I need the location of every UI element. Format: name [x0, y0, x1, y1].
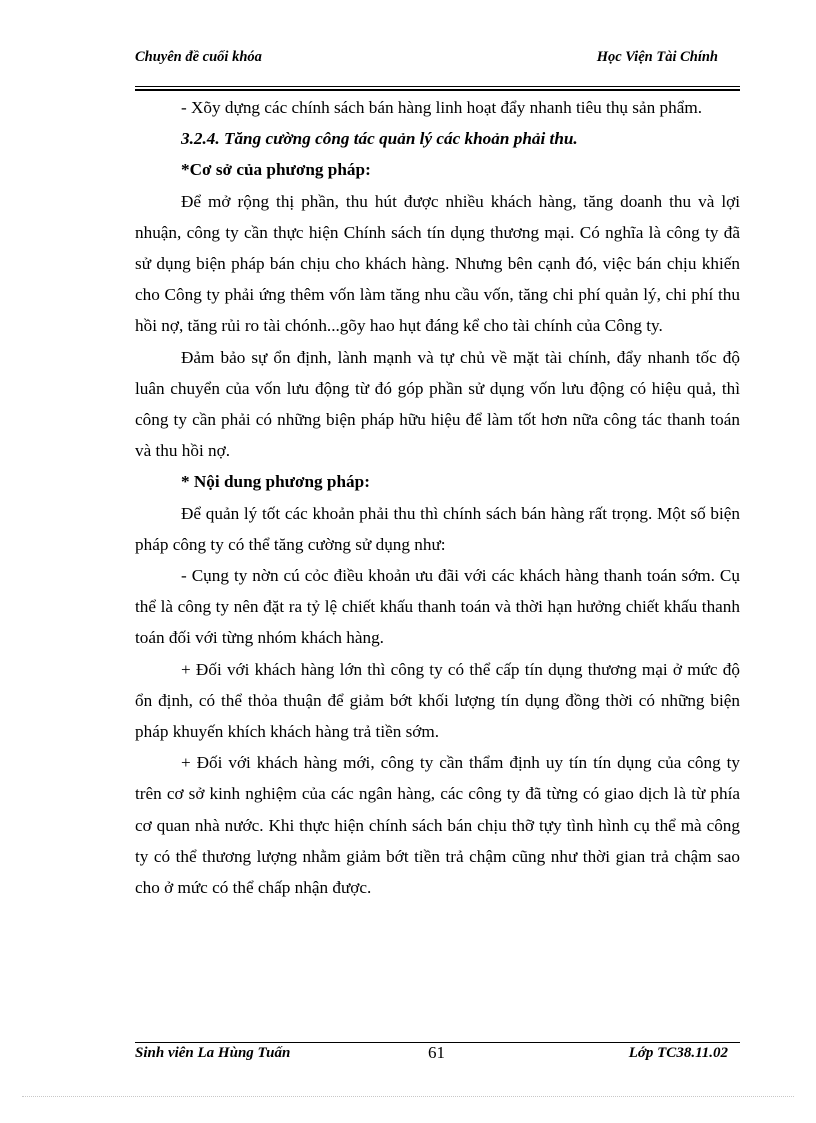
header-course-title: Chuyên đề cuối khóa [135, 49, 262, 65]
page-boundary-dotted [22, 1096, 794, 1097]
page-number: 61 [428, 1043, 445, 1062]
paragraph-management: Để quản lý tốt các khoản phải thu thì chính sách bán hàng rất trọng. Một số biện pháp công ty có thể tăng cường sử dụng như: [135, 503, 740, 554]
section-heading-receivables: 3.2.4. Tăng cường công tác quản lý các khoản phải thu. [181, 129, 578, 149]
footer-student-name: Sinh viên La Hùng Tuấn [135, 1045, 291, 1061]
paragraph-financial-stability: Đảm bảo sự ổn định, lành mạnh và tự chủ về mặt tài chính, đẩy nhanh tốc độ luân chuyển của vốn lưu động từ đó góp phần sử dụng vốn lưu động có hiệu quả, thì công ty cần phải có những biện pháp hữu hiệu để làm tốt hơn nữa công tác thanh toán và thu hồi nợ. [135, 347, 740, 461]
paragraph-market-share: Để mở rộng thị phần, thu hút được nhiều khách hàng, tăng doanh thu và lợi nhuận, công ty cần thực hiện Chính sách tín dụng thương mại. Có nghĩa là công ty đã sử dụng biện pháp bán chịu cho khách hàng. Nhưng bên cạnh đó, việc bán chịu khiến cho Công ty phải ứng thêm vốn làm tăng nhu cầu vốn, tăng chi phí quản lý, chi phí thu hồi nợ, tăng rủi ro tài chónh...gõy hao hụt đáng kể cho tài chính của Công ty. [135, 191, 740, 336]
paragraph-large-customers: + Đối với khách hàng lớn thì công ty có thể cấp tín dụng thương mại ở mức độ ổn định, có thể thỏa thuận để giảm bớt khối lượng tín dụng đồng thời có những biện pháp khuyến khích khách hàng trả tiền sớm. [135, 659, 740, 742]
paragraph-new-customers: + Đối với khách hàng mới, công ty cần thẩm định uy tín tín dụng của công ty trên cơ sở kinh nghiệm của các ngân hàng, các công ty đã từng có giao dịch là từ phía cơ quan nhà nước. Khi thực hiện chính sách bán chịu thỡ tựy tình hình cụ thể mà công ty có thể thương lượng nhằm giảm bớt tiền trả chậm cũng như thời gian trả chậm sao cho ở mức có thể chấp nhận được. [135, 753, 740, 898]
page-footer [135, 1045, 740, 1069]
subheading-basis: *Cơ sở của phương pháp: [181, 160, 371, 180]
paragraph-discount-terms: - Cụng ty nờn cú cỏc điều khoản ưu đãi với các khách hàng thanh toán sớm. Cụ thể là công ty nên đặt ra tỷ lệ chiết khấu thanh toán và thời hạn hưởng chiết khấu thanh toán đối với từng nhóm khách hàng. [135, 566, 740, 648]
footer-class-code: Lớp TC38.11.02 [628, 1045, 728, 1061]
header-rule-thin [135, 86, 740, 87]
document-body [135, 92, 740, 903]
page-header [135, 49, 740, 73]
paragraph-sales-policy: - Xõy dựng các chính sách bán hàng linh hoạt đẩy nhanh tiêu thụ sản phẩm. [181, 98, 702, 117]
header-rule-thick [135, 89, 740, 91]
subheading-content: * Nội dung phương pháp: [181, 472, 370, 492]
header-institution: Học Viện Tài Chính [596, 49, 718, 65]
